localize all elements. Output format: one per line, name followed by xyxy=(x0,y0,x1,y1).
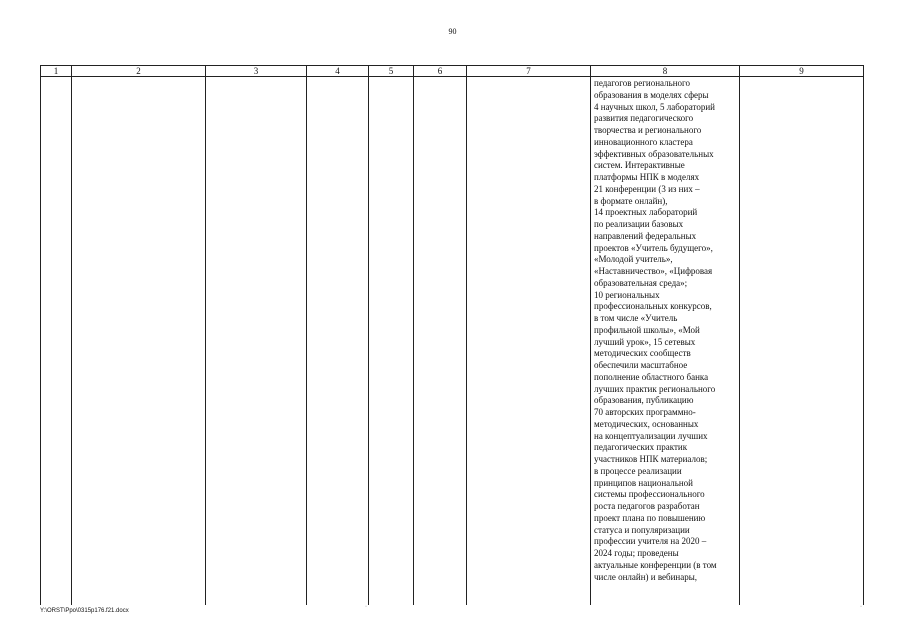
text-line: «Наставничество», «Цифровая xyxy=(594,266,713,276)
text-line: «Молодой учитель», xyxy=(594,254,673,265)
text-line: обеспечили масштабное xyxy=(594,360,688,370)
cell-col-8 xyxy=(591,77,740,606)
column-header-3: 3 xyxy=(206,66,307,77)
text-line: образовательная среда»; xyxy=(594,277,688,288)
cell-col-6 xyxy=(414,77,467,606)
table-header-row xyxy=(41,66,864,77)
column-header-7: 7 xyxy=(467,66,591,77)
text-line: лучший урок», 15 сетевых xyxy=(594,336,696,347)
text-line: платформы НПК в моделях xyxy=(594,172,700,182)
text-line: образования, публикацию xyxy=(594,395,694,406)
table-row xyxy=(41,77,864,606)
text-line: на концептуализации лучших xyxy=(594,430,708,441)
column-header-4: 4 xyxy=(307,66,369,77)
column-header-2: 2 xyxy=(72,66,206,77)
text-line: 21 конференции (3 из них – xyxy=(594,183,700,194)
text-line: развития педагогического xyxy=(594,113,694,124)
column-header-1: 1 xyxy=(41,66,72,77)
text-line: участников НПК материалов; xyxy=(594,454,708,464)
text-line: в формате онлайн), xyxy=(594,195,668,206)
scan-mark: · xyxy=(860,604,862,610)
text-line: актуальные конференции (в том xyxy=(594,559,717,570)
cell-col-9 xyxy=(740,77,864,606)
text-line: системы профессионального xyxy=(594,489,705,500)
text-line: образования в моделях сферы xyxy=(594,89,709,100)
cell-col-5 xyxy=(369,77,414,606)
text-line: эффективных образовательных xyxy=(594,148,714,159)
text-line: инновационного кластера xyxy=(594,136,693,147)
column-header-6: 6 xyxy=(414,66,467,77)
text-line: методических, основанных xyxy=(594,418,699,429)
text-line: 4 научных школ, 5 лабораторий xyxy=(594,101,715,112)
cell-col-2 xyxy=(72,77,206,606)
cell-col-1 xyxy=(41,77,72,606)
text-line: по реализации базовых xyxy=(594,219,684,229)
text-line: педагогических практик xyxy=(594,442,688,453)
cell-col-7 xyxy=(467,77,591,606)
cell-col-3 xyxy=(206,77,307,606)
text-line: педагогов регионального xyxy=(594,78,690,88)
column-header-8: 8 xyxy=(591,66,740,77)
text-line: профильной школы», «Мой xyxy=(594,324,700,335)
text-line: лучших практик регионального xyxy=(594,383,716,394)
column-header-9: 9 xyxy=(740,66,864,77)
column-8-text xyxy=(591,77,739,583)
column-header-5: 5 xyxy=(369,66,414,77)
text-line: методических сообществ xyxy=(594,348,691,359)
text-line: 2024 годы; проведены xyxy=(594,548,679,558)
text-line: в процессе реализации xyxy=(594,465,682,476)
text-line: систем. Интерактивные xyxy=(594,160,685,171)
text-line: принципов национальной xyxy=(594,477,693,488)
text-line: направлений федеральных xyxy=(594,230,697,241)
text-line: в том числе «Учитель xyxy=(594,313,678,323)
text-line: пополнение областного банка xyxy=(594,371,709,382)
text-line: роста педагогов разработан xyxy=(594,501,700,511)
text-line: статуса и популяризации xyxy=(594,524,690,535)
text-line: профессиональных конкурсов, xyxy=(594,301,712,312)
text-line: проектов «Учитель будущего», xyxy=(594,242,713,253)
scan-mark: · xyxy=(365,604,367,610)
text-line: 70 авторских программно- xyxy=(594,407,696,417)
cell-col-4 xyxy=(307,77,369,606)
text-line: проект плана по повышению xyxy=(594,512,706,523)
text-line: творчества и регионального xyxy=(594,125,702,135)
text-line: 14 проектных лабораторий xyxy=(594,207,698,218)
document-table xyxy=(40,65,864,605)
text-line: числе онлайн) и вебинары, xyxy=(594,571,698,582)
page-number: 90 xyxy=(448,27,457,36)
footer-file-path: Y:\ORST\Ppo\0315p176.f21.docx xyxy=(40,608,129,614)
text-line: профессии учителя на 2020 – xyxy=(594,536,707,547)
text-line: 10 региональных xyxy=(594,289,660,300)
